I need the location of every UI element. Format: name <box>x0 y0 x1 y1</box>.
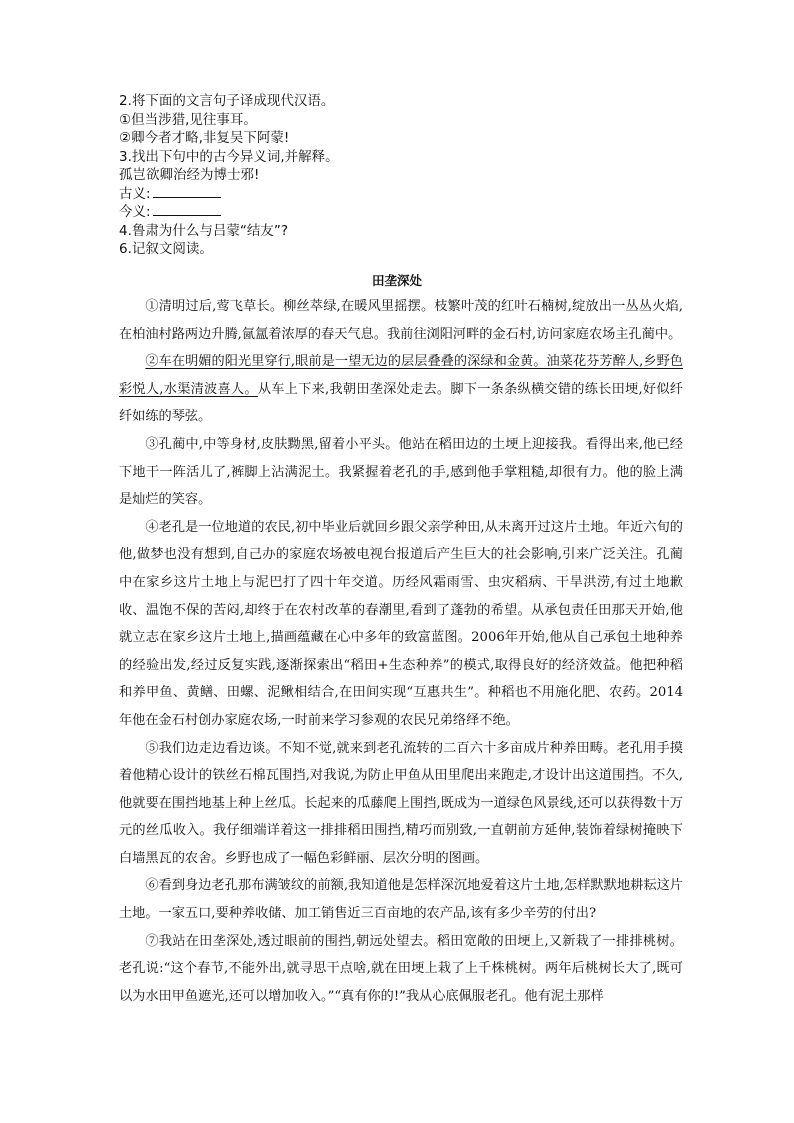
question-6: 6.记叙文阅读。 <box>119 241 213 257</box>
modern-meaning-row <box>119 203 679 222</box>
paragraph-5: ⑤我们边走边看边谈。不知不觉,就来到老孔流转的二百六十多亩成片种养田畴。老孔用手摸着他精心设计的铁丝石棉瓦围挡,对我说,为防止甲鱼从田里爬出来跑走,才设计出这道围挡。不久,他就要在围挡地基上种上丝瓜。长起来的瓜藤爬上围挡,既成为一道绿色风景线,还可以获得数十万元的丝瓜收入。我仔细端详着这一排排稻田围挡,精巧而别致,一直朝前方延伸,装饰着绿树掩映下白墙黑瓦的农舍。乡野也成了一幅色彩鲜丽、层次分明的图画。 <box>119 740 683 866</box>
question-3: 3.找出下句中的古今异义词,并解释。 <box>119 148 339 165</box>
article-title: 田垄深处 <box>371 273 422 288</box>
question-section <box>119 92 679 259</box>
question-3-sentence: 孤岂欲卿治经为博士邪! <box>119 167 260 183</box>
paragraph-6: ⑥看到身边老孔那布满皱纹的前额,我知道他是怎样深沉地爱着这片土地,怎样默默地耕耘这片土地。一家五口,要种养收储、加工销售近三百亩地的农产品,该有多少辛劳的付出? <box>119 878 683 922</box>
modern-meaning-label: 今义: <box>119 204 151 220</box>
paragraph-2-rest: 从车上下来,我朝田垄深处走去。脚下一条条纵横交错的练长田埂,好似纤纤如练的琴弦。 <box>119 381 683 425</box>
paragraph-2 <box>119 348 683 431</box>
ancient-meaning-blank[interactable] <box>153 185 221 198</box>
paragraph-4: ④老孔是一位地道的农民,初中毕业后就回乡跟父亲学种田,从未离开过这片土地。年近六旬的他,做梦也没有想到,自己办的家庭农场被电视台报道后产生巨大的社会影响,引来广泛关注。孔蔺中在家乡这片土地上与泥巴打了四十年交道。历经风霜雨雪、虫灾稻病、干旱洪涝,有过土地歉收、温饱不保的苦闷,却终于在农村改革的春潮里,看到了蓬勃的希望。从承包责任田那天开始,他就立志在家乡这片土地上,描画蕴藏在心中多年的致富蓝图。2006年开始,他从自己承包土地种养的经验出发,经过反复实践,逐渐探索出“稻田+生态种养”的模式,取得良好的经济效益。他把种稻和养甲鱼、黄鳝、田螺、泥鳅相结合,在田间实现“互惠共生”。种稻也不用施化肥、农药。2014年他在金石村创办家庭农场,一时前来学习参观的农民兄弟络绎不绝。 <box>119 519 683 728</box>
modern-meaning-blank[interactable] <box>153 203 221 216</box>
underlined-sentence: ②车在明媚的阳光里穿行,眼前是一望无边的层层叠叠的深绿和金黄。油菜花芬芳醉人,乡野色彩悦人,水渠清波喜人。 <box>119 354 683 397</box>
question-2-item-1: ①但当涉猎,见往事耳。 <box>119 111 257 128</box>
ancient-meaning-label: 古义: <box>119 185 151 202</box>
paragraph-1: ①清明过后,莺飞草长。柳丝萃绿,在暖风里摇摆。枝繁叶茂的红叶石楠树,绽放出一丛丛火焰,在柏油村路两边升腾,氤氲着浓厚的春天气息。我前往浏阳河畔的金石村,访问家庭农场主孔蔺中。 <box>119 299 683 342</box>
paragraph-7: ⑦我站在田垄深处,透过眼前的围挡,朝远处望去。稻田宽敞的田埂上,又新栽了一排排桃树。老孔说:“这个春节,不能外出,就寻思干点啥,就在田埂上栽了上千株桃树。两年后桃树长大了,既可以为水田甲鱼遮光,还可以增加收入。”“真有你的!”我从心底佩服老孔。他有泥土那样 <box>119 933 683 1004</box>
question-2-item-2: ②卿今者才略,非复吴下阿蒙! <box>119 130 290 146</box>
article-body <box>119 293 683 1010</box>
question-2: 2.将下面的文言句子译成现代汉语。 <box>119 93 335 109</box>
paragraph-3: ③孔蔺中,中等身材,皮肤黝黑,留着小平头。他站在稻田边的土埂上迎接我。看得出来,他已经下地干一阵活儿了,裤脚上沾满泥土。我紧握着老孔的手,感到他手掌粗糙,却很有力。他的脸上满是灿烂的笑容。 <box>119 436 683 508</box>
ancient-meaning-row <box>119 185 679 204</box>
question-4: 4.鲁肃为什么与吕蒙“结友”? <box>119 222 289 239</box>
